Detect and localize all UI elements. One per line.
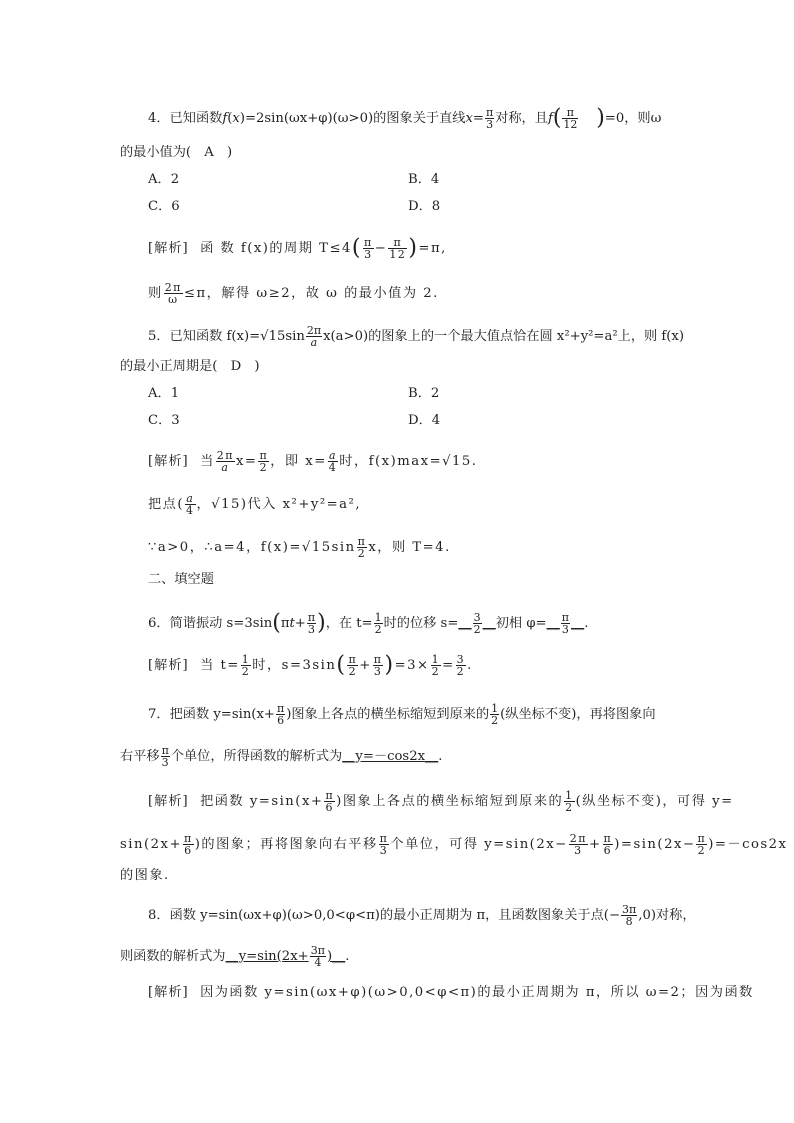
q4-frac-pi-12: $\frac{\pi}{12}$ xyxy=(563,106,578,131)
q4-stem-d: =0，则ω xyxy=(604,111,662,126)
q4-choice-c: C．6 xyxy=(148,199,180,214)
q4-analysis-line2: 则 $\frac{2\pi}{\omega}$ ≤π，解得 ω≥2，故 ω 的最小值为 2. xyxy=(148,281,439,306)
q5-analysis-line3: ∵a>0，∴a=4，f(x)=√15sin $\frac{\pi}{2}$ x，则 T=4. xyxy=(148,535,451,560)
q7-analysis-line2: sin(2x+ $\frac{\pi}{6}$ )的图象；再将图象向右平移 $\frac{\pi}{3}$ 个单位，可得 y=sin(2x− $\frac{2\pi}{3}$ + $\frac{\pi}{6}$ )=sin(2x− $\frac{\pi}{2}$ )=－cos2x xyxy=(120,832,788,857)
q4-fx: f xyxy=(222,111,228,126)
q4-choice-b: B．4 xyxy=(408,172,440,187)
q4-frac-pi-3: $\frac{\pi}{3}$ xyxy=(485,106,494,131)
q7-answer: __y=－cos2x__ xyxy=(342,749,439,764)
q4-frac-2pi-omega: $\frac{2\pi}{\omega}$ xyxy=(164,281,182,306)
q5-analysis-line1: [解析] 当 $\frac{2\pi}{a}$ x= $\frac{\pi}{2}$ ，即 x= $\frac{a}{4}$ 时，f(x)max=√15. xyxy=(148,449,478,474)
q8-answer: __y=sin(2x+ $\frac{3\pi}{4}$ )__ xyxy=(225,944,346,969)
q4-choice-d: D．8 xyxy=(408,199,441,214)
q5-stem-line1: 5．已知函数 f(x)=√15sin $\frac{2\pi}{a}$ x(a>0)的图象上的一个最大值点恰在圆 x²+y²=a²上，则 f(x) xyxy=(148,324,684,349)
q8-stem-line1: 8．函数 y=sin(ωx+φ)(ω>0,0<φ<π)的最小正周期为 π，且函数图象关于点(− $\frac{3\pi}{8}$ ,0)对称， xyxy=(148,903,696,928)
q7-analysis-line1: [解析] 把函数 y=sin(x+ $\frac{\pi}{6}$ )图象上各点的横坐标缩短到原来的 $\frac{1}{2}$ (纵坐标不变)，可得 y= xyxy=(148,789,734,814)
q7-analysis-line3: 的图象. xyxy=(120,868,170,883)
q5-stem-line2: 的最小正周期是( D ) xyxy=(120,359,260,374)
q4-stem-c: 对称，且 xyxy=(495,111,548,126)
section-title: 二、填空题 xyxy=(148,572,214,587)
q6-stem: 6．简谐振动 s=3sin(πt+ $\frac{\pi}{3}$ )，在 t= $\frac{1}{2}$ 时的位移 s=__ $\frac{3}{2}$ __初相 φ=__ $\frac{\pi}{3}$ __. xyxy=(148,610,589,636)
q4-choice-a: A．2 xyxy=(148,172,180,187)
q4-stem-b: =2sin(ωx+φ)(ω>0)的图象关于直线 xyxy=(244,111,466,126)
q6-answer-s: __ $\frac{3}{2}$ __ xyxy=(458,611,496,636)
q4-analysis-line1: [解析] 函 数 f(x)的周期 T≤4( $\frac{\pi}{3}$ − $\frac{\pi}{12}$ )=π, xyxy=(148,235,447,261)
q8-analysis-line1: [解析] 因为函数 y=sin(ωx+φ)(ω>0,0<φ<π)的最小正周期为 π，所以 ω=2；因为函数 xyxy=(148,985,754,1000)
q7-stem-line1: 7．把函数 y=sin(x+ $\frac{\pi}{6}$ )图象上各点的横坐标缩短到原来的 $\frac{1}{2}$ (纵坐标不变)，再将图象向 xyxy=(148,702,656,727)
q4-stem-line1: 4．已知函数f(x)=2sin(ωx+φ)(ω>0)的图象关于直线x= $\frac{\pi}{3}$ 对称，且f( $\frac{\pi}{12}$ )=0，则ω xyxy=(148,105,662,131)
q4-stem-a: 4．已知函数 xyxy=(148,111,223,126)
q8-stem-line2: 则函数的解析式为__y=sin(2x+ $\frac{3\pi}{4}$ )__. xyxy=(120,944,350,969)
q4-stem-line2: 的最小值为( A ) xyxy=(120,145,233,160)
q5-frac-2pi-a: $\frac{2\pi}{a}$ xyxy=(306,324,322,349)
q5-analysis-line2: 把点( $\frac{a}{4}$ ，√15)代入 x²+y²=a², xyxy=(148,492,362,517)
q5-choice-c: C．3 xyxy=(148,413,180,428)
q6-analysis: [解析] 当 t= $\frac{1}{2}$ 时，s=3sin( $\frac{\pi}{2}$ + $\frac{\pi}{3}$ )=3× $\frac{1}{2}$ = $\frac{3}{2}$ . xyxy=(148,652,473,678)
q7-stem-line2: 右平移 $\frac{\pi}{3}$ 个单位，所得函数的解析式为__y=－cos2x__. xyxy=(120,744,443,769)
q5-choice-a: A．1 xyxy=(148,386,180,401)
q5-choice-b: B．2 xyxy=(408,386,440,401)
q4-analysis-label: [解析] xyxy=(148,241,189,256)
q5-choice-d: D．4 xyxy=(408,413,441,428)
q6-answer-phi: __ $\frac{\pi}{3}$ __ xyxy=(546,611,585,636)
